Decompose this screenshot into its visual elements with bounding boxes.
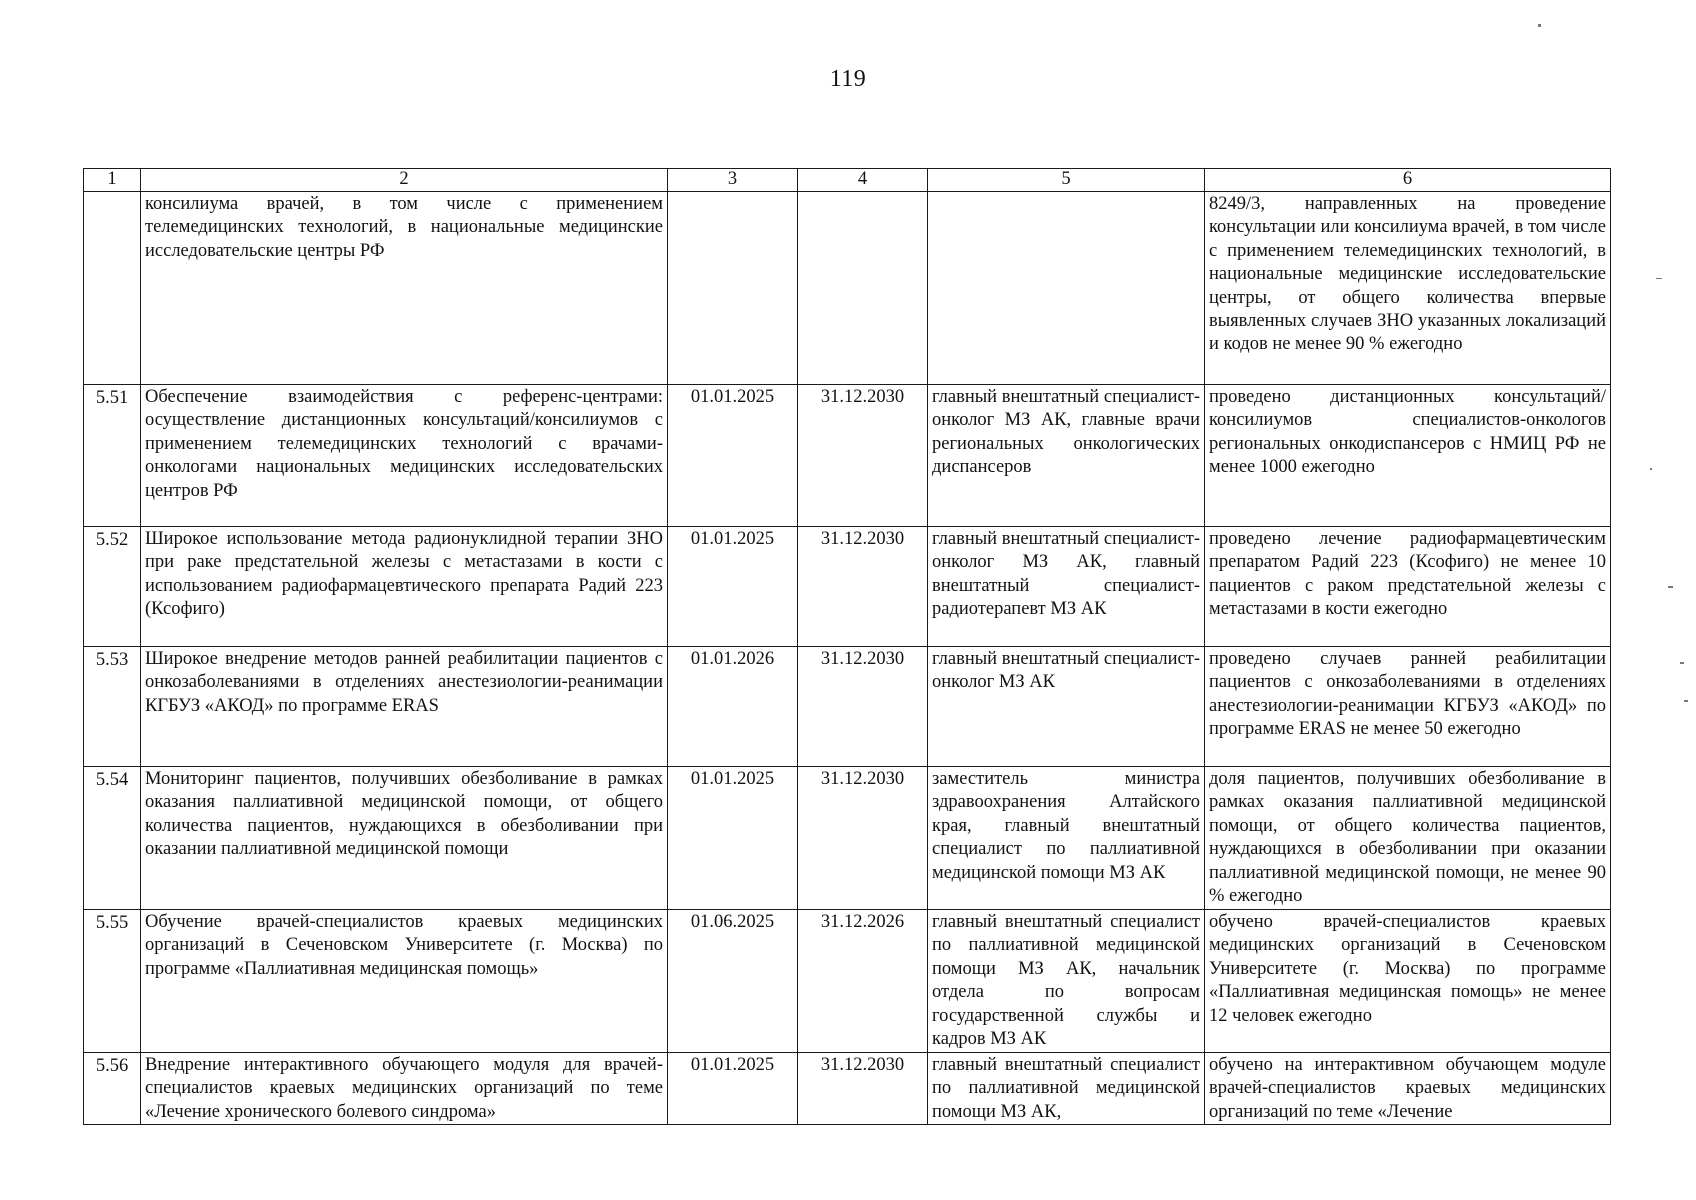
page-number: 119	[829, 66, 867, 92]
start-date-cell: 01.01.2026	[668, 647, 798, 767]
end-date-cell: 31.12.2030	[798, 385, 928, 527]
scan-speck	[1680, 662, 1684, 664]
result-cell: проведено дистанционных консультаций/ консилиумов специалистов-онкологов региональных онкодиспансеров с НМИЦ РФ не менее 1000 ежегодно	[1205, 385, 1611, 527]
table-row	[84, 767, 1611, 910]
result-cell: обучено на интерактивном обучающем модуле врачей-специалистов краевых медицинских организаций по теме «Лечение	[1205, 1053, 1611, 1125]
table-row	[84, 1053, 1611, 1125]
scan-speck	[1538, 24, 1541, 27]
result-cell: проведено лечение радиофармацевтическим препаратом Радий 223 (Ксофиго) не менее 10 пациентов с раком предстательной железы с метастазами в кости ежегодно	[1205, 527, 1611, 647]
row-number: 5.54	[84, 767, 141, 910]
end-date-cell	[798, 192, 928, 385]
plan-table-container	[83, 168, 1610, 1125]
table-row	[84, 527, 1611, 647]
end-date-cell: 31.12.2030	[798, 1053, 928, 1125]
column-header-3: 3	[668, 169, 798, 192]
row-number	[84, 192, 141, 385]
row-number: 5.56	[84, 1053, 141, 1125]
column-header-1: 1	[84, 169, 141, 192]
row-number: 5.51	[84, 385, 141, 527]
activity-cell: Широкое внедрение методов ранней реабилитации пациентов с онкозаболеваниями в отделениях анестезиологии-реанимации КГБУЗ «АКОД» по программе ERAS	[141, 647, 668, 767]
responsible-cell: главный внештатный специалист-онколог МЗ АК, главный внештатный специалист-радиотерапевт МЗ АК	[928, 527, 1205, 647]
activity-cell: Внедрение интерактивного обучающего модуля для врачей-специалистов краевых медицинских организаций по теме «Лечение хронического болевого синдрома»	[141, 1053, 668, 1125]
responsible-cell: главный внештатный специалист-онколог МЗ АК, главные врачи региональных онкологических диспансеров	[928, 385, 1205, 527]
result-cell: проведено случаев ранней реабилитации пациентов с онкозаболеваниями в отделениях анестезиологии-реанимации КГБУЗ «АКОД» по программе ERAS не менее 50 ежегодно	[1205, 647, 1611, 767]
start-date-cell: 01.01.2025	[668, 1053, 798, 1125]
end-date-cell: 31.12.2030	[798, 767, 928, 910]
start-date-cell: 01.01.2025	[668, 385, 798, 527]
end-date-cell: 31.12.2030	[798, 527, 928, 647]
responsible-cell	[928, 192, 1205, 385]
activity-cell: Обучение врачей-специалистов краевых медицинских организаций в Сеченовском Университете (г. Москва) по программе «Паллиативная медицинская помощь»	[141, 910, 668, 1053]
column-header-4: 4	[798, 169, 928, 192]
activity-cell: консилиума врачей, в том числе с применением телемедицинских технологий, в национальные медицинские исследовательские центры РФ	[141, 192, 668, 385]
plan-table	[83, 168, 1611, 1125]
end-date-cell: 31.12.2030	[798, 647, 928, 767]
result-cell: 8249/3, направленных на проведение консультации или консилиума врачей, в том числе с применением телемедицинских технологий, в национальные медицинские исследовательские центры, от общего количества впервые выявленных случаев ЗНО указанных локализаций и кодов не менее 90 % ежегодно	[1205, 192, 1611, 385]
result-cell: обучено врачей-специалистов краевых медицинских организаций в Сеченовском Университете (г. Москва) по программе «Паллиативная медицинская помощь» не менее 12 человек ежегодно	[1205, 910, 1611, 1053]
start-date-cell: 01.06.2025	[668, 910, 798, 1053]
column-header-5: 5	[928, 169, 1205, 192]
start-date-cell	[668, 192, 798, 385]
row-number: 5.52	[84, 527, 141, 647]
column-header-2: 2	[141, 169, 668, 192]
responsible-cell: главный внештатный специалист по паллиативной медицинской помощи МЗ АК, начальник отдела по вопросам государственной службы и кадров МЗ АК	[928, 910, 1205, 1053]
table-row	[84, 910, 1611, 1053]
scan-speck	[1650, 468, 1652, 470]
responsible-cell: заместитель министра здравоохранения Алтайского края, главный внештатный специалист по паллиативной медицинской помощи МЗ АК	[928, 767, 1205, 910]
responsible-cell: главный внештатный специалист по паллиативной медицинской помощи МЗ АК,	[928, 1053, 1205, 1125]
scan-speck	[1668, 586, 1673, 588]
row-number: 5.53	[84, 647, 141, 767]
result-cell: доля пациентов, получивших обезболивание в рамках оказания паллиативной медицинской помощи, от общего количества пациентов, нуждающихся в обезболивании при оказании паллиативной медицинской помощи, не менее 90 % ежегодно	[1205, 767, 1611, 910]
start-date-cell: 01.01.2025	[668, 767, 798, 910]
table-row	[84, 647, 1611, 767]
start-date-cell: 01.01.2025	[668, 527, 798, 647]
responsible-cell: главный внештатный специалист-онколог МЗ АК	[928, 647, 1205, 767]
activity-cell: Широкое использование метода радионуклидной терапии ЗНО при раке предстательной железы с метастазами в кости с использованием радиофармацевтического препарата Радий 223 (Ксофиго)	[141, 527, 668, 647]
table-row-continuation	[84, 192, 1611, 385]
scan-speck	[1684, 700, 1688, 702]
scan-speck	[1656, 278, 1662, 279]
table-header-row	[84, 169, 1611, 192]
activity-cell: Обеспечение взаимодействия с референс-центрами: осуществление дистанционных консультаций/консилиумов с применением телемедицинских технологий с врачами-онкологами национальных медицинских исследовательских центров РФ	[141, 385, 668, 527]
end-date-cell: 31.12.2026	[798, 910, 928, 1053]
row-number: 5.55	[84, 910, 141, 1053]
column-header-6: 6	[1205, 169, 1611, 192]
activity-cell: Мониторинг пациентов, получивших обезболивание в рамках оказания паллиативной медицинской помощи, от общего количества пациентов, нуждающихся в обезболивании при оказании паллиативной медицинской помощи	[141, 767, 668, 910]
table-row	[84, 385, 1611, 527]
